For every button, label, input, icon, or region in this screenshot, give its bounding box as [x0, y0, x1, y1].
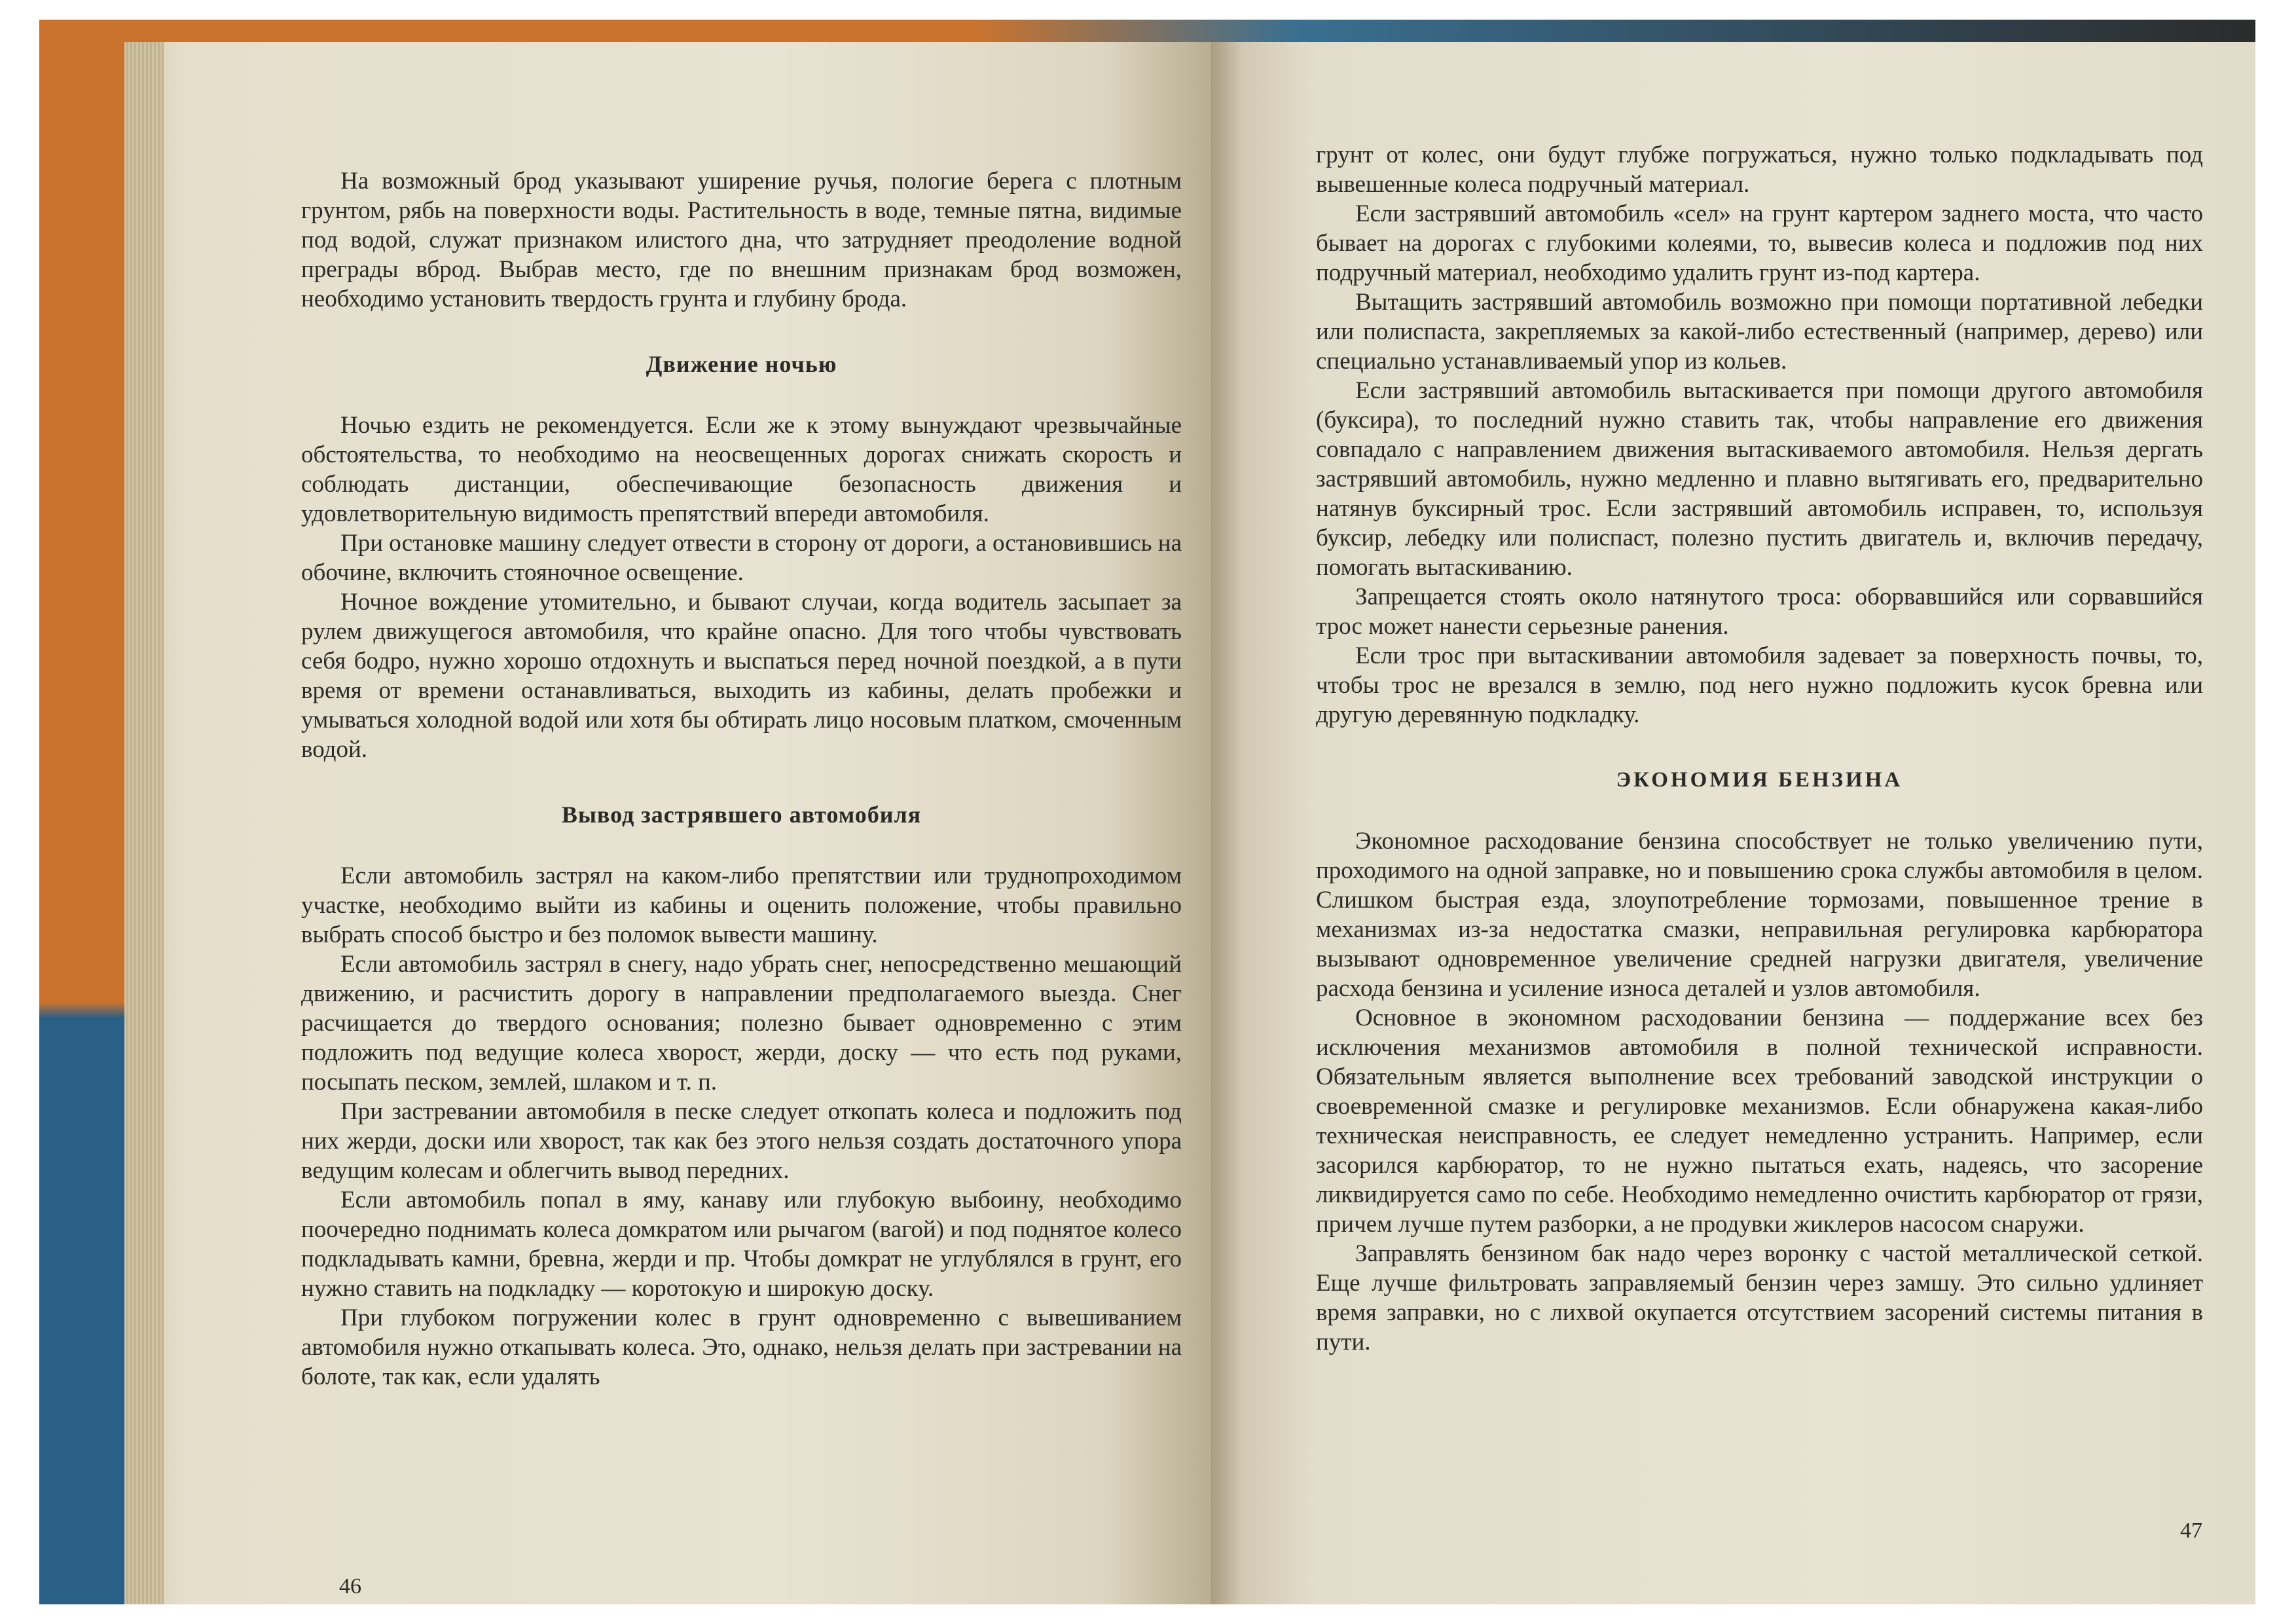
paragraph: Экономное расходование бензина способствует не только увеличению пути, проходимого на одной заправке, но и повышению срока службы автомобиля в целом. Слишком быстрая езда, злоупотребление тормозами, повышенное трение в механизмах из-за недостатка смазки, неправильная регулировка карбюратора вызывают одновременное увеличение средней нагрузки двигателя, увеличение расхода бензина и усиление износа деталей и узлов автомобиля.	[1316, 828, 2203, 1002]
page-number-left: 46	[339, 1574, 361, 1598]
right-page	[1211, 42, 2255, 1604]
heading-stuck-vehicle: Вывод застрявшего автомобиля	[561, 802, 922, 828]
paragraph: Если застрявший автомобиль вытаскивается при помощи другого автомобиля (буксира), то последний нужно ставить так, чтобы направление его движения совпадало с направлением движения вытаскиваемого автомобиля. Нельзя дергать застрявший автомобиль, нужно медленно и плавно вытягивать его, предварительно натянув буксирный трос. Если застрявший автомобиль исправен, то, используя буксир, лебедку или полиспаст, полезно пустить двигатель и, включив передачу, помогать вытаскиванию.	[1316, 377, 2203, 581]
paragraph: Если трос при вытаскивании автомобиля задевает за поверхность почвы, то, чтобы трос не врезался в землю, под него нужно подложить кусок бревна или другую деревянную подкладку.	[1316, 642, 2203, 728]
left-page-text	[301, 166, 1182, 1392]
paragraph: Ночью ездить не рекомендуется. Если же к этому вынуждают чрезвычайные обстоятельства, то необходимо на неосвещенных дорогах снижать скорость и соблюдать дистанции, обеспечивающие безопасность движения и удовлетворительную видимость препятствий впереди автомобиля.	[301, 412, 1182, 527]
paragraph-ford: На возможный брод указывают уширение ручья, пологие берега с плотным грунтом, рябь на поверхности воды. Растительность в воде, темные пятна, видимые под водой, служат признаком илистого дна, что затрудняет преодоление водной преграды вброд. Выбрав место, где по внешним признакам брод возможен, необходимо установить твердость грунта и глубину брода.	[301, 168, 1182, 312]
paragraph: Основное в экономном расходовании бензина — поддержание всех без исключения механизмов автомобиля в полной технической исправности. Обязательным является выполнение всех требований заводской инструкции о своевременной смазке и регулировке механизмов. Если обнаружена какая-либо техническая неисправность, ее следует немедленно устранить. Например, если засорился карбюратор, то не нужно пытаться ехать, надеясь, что засорение ликвидируется само по себе. Необходимо немедленно очистить карбюратор от грязи, причем лучше путем разборки, а не продувки жиклеров насосом снаружи.	[1316, 1005, 2203, 1238]
paragraph: Ночное вождение утомительно, и бывают случаи, когда водитель засыпает за рулем движущегося автомобиля, что крайне опасно. Для того чтобы чувствовать себя бодро, нужно хорошо отдохнуть и выспаться перед ночной поездкой, а в пути время от времени останавливаться, выходить из кабины, делать пробежки и умываться холодной водой или хотя бы обтирать лицо носовым платком, смоченным водой.	[301, 589, 1182, 763]
left-page	[124, 42, 1211, 1604]
page-block-edges	[124, 42, 164, 1604]
right-page-text	[1316, 140, 2203, 1357]
book-cover-edge	[39, 20, 124, 1604]
paragraph: При остановке машину следует отвести в сторону от дороги, а остановившись на обочине, включить стояночное освещение.	[301, 530, 1182, 586]
paragraph: При застревании автомобиля в песке следует откопать колеса и подложить под них жерди, доски или хворост, так как без этого нельзя создать достаточного упора ведущим колесам и облегчить вывод передних.	[301, 1098, 1182, 1184]
book-cover-top-edge	[124, 20, 2255, 42]
book-scan	[39, 20, 2255, 1604]
paragraph: Если автомобиль застрял в снегу, надо убрать снег, непосредственно мешающий движению, и расчистить дорогу в направлении предполагаемого выезда. Снег расчищается до твердого основания; полезно бывает одновременно с этим подложить под ведущие колеса хворост, жерди, доску — что есть под руками, посыпать песком, землей, шлаком и т. п.	[301, 951, 1182, 1096]
paragraph: Если автомобиль попал в яму, канаву или глубокую выбоину, необходимо поочередно поднимать колеса домкратом или рычагом (вагой) и под поднятое колесо подкладывать камни, бревна, жерди и пр. Чтобы домкрат не углублялся в грунт, его нужно ставить на подкладку — коротокую и широкую доску.	[301, 1187, 1182, 1302]
paragraph: При глубоком погружении колес в грунт одновременно с вывешиванием автомобиля нужно откапывать колеса. Это, однако, нельзя делать при застревании на болоте, так как, если удалять	[301, 1304, 1182, 1390]
paragraph: Заправлять бензином бак надо через воронку с частой металлической сеткой. Еще лучше фильтровать заправляемый бензин через замшу. Это сильно удлиняет время заправки, но с лихвой окупается отсутствием засорений системы питания в пути.	[1316, 1240, 2203, 1356]
paragraph: Запрещается стоять около натянутого троса: оборвавшийся или сорвавшийся трос может нанести серьезные ранения.	[1316, 583, 2203, 640]
heading-night-driving: Движение ночью	[646, 351, 837, 377]
paragraph: Вытащить застрявший автомобиль возможно при помощи портативной лебедки или полиспаста, закрепляемых за какой-либо естественный (например, дерево) или специально устанавливаемый упор из кольев.	[1316, 289, 2203, 375]
paragraph: Если застрявший автомобиль «сел» на грунт картером заднего моста, что часто бывает на дорогах с глубокими колеями, то, вывесив колеса и подложив под них подручный материал, необходимо удалить грунт из-под картера.	[1316, 200, 2203, 286]
paragraph-continuation: грунт от колес, они будут глубже погружаться, нужно только подкладывать под вывешенные колеса подручный материал.	[1316, 141, 2203, 198]
heading-fuel-economy: ЭКОНОМИЯ БЕНЗИНА	[1616, 768, 1903, 792]
page-number-right: 47	[2180, 1519, 2202, 1543]
paragraph: Если автомобиль застрял на каком-либо препятствии или труднопроходимом участке, необходимо выйти из кабины и оценить положение, чтобы правильно выбрать способ быстро и без поломок вывести машину.	[301, 862, 1182, 948]
